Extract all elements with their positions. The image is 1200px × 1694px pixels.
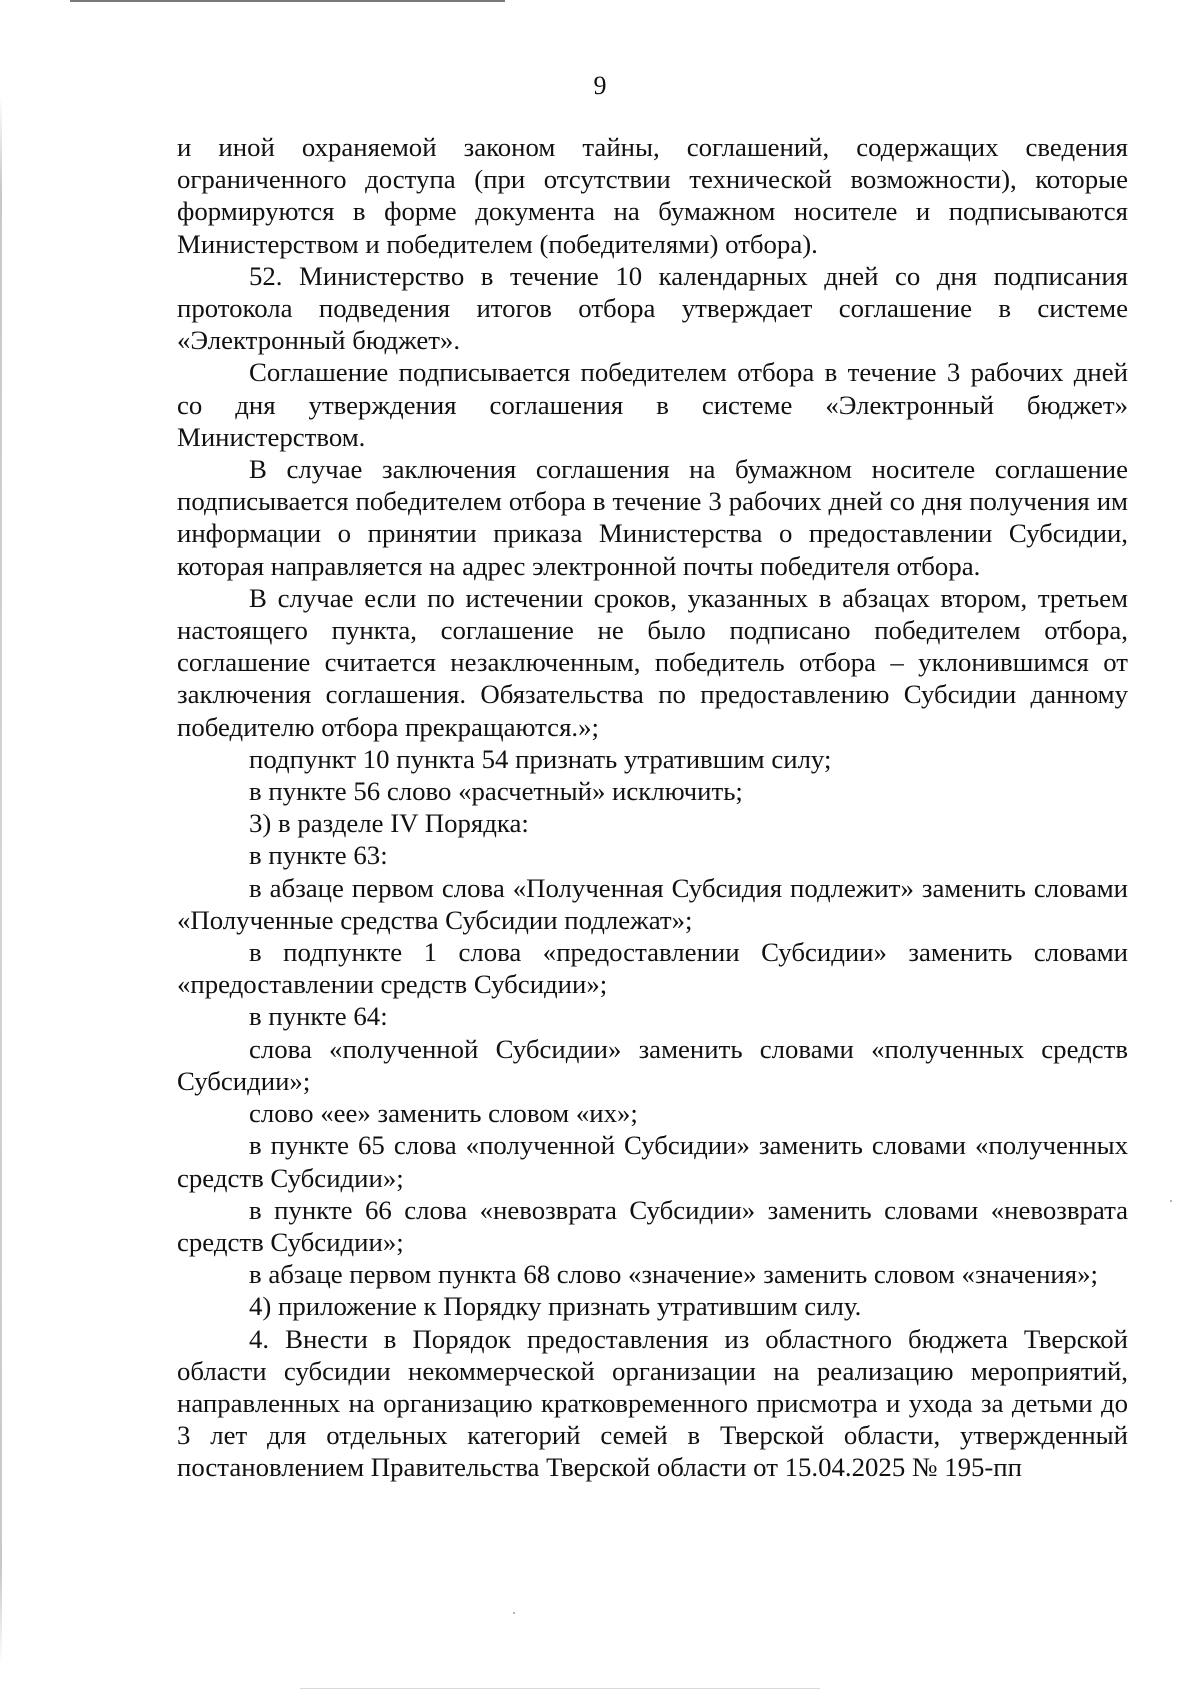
document-body (177, 131, 1128, 1484)
scan-speck (513, 1612, 515, 1614)
paragraph: в подпункте 1 слова «предоставлении Субсидии» заменить словами «предоставлении средств Субсидии»; (177, 937, 1128, 1000)
paragraph: слова «полученной Субсидии» заменить словами «полученных средств Субсидии»; (177, 1033, 1128, 1096)
paragraph: в пункте 56 слово «расчетный» исключить; (249, 776, 743, 807)
paragraph: 4. Внести в Порядок предоставления из областного бюджета Тверской области субсидии некоммерческой организации на реализацию мероприятий, направленных на организацию кратковременного присмотра и ухода за детьми до 3 лет для отдельных категорий семей в Тверской области, утвержденный постановлением Правительства Тверской области от 15.04.2025 № 195-пп (177, 1323, 1128, 1483)
paragraph: 4) приложение к Порядку признать утратившим силу. (249, 1291, 862, 1322)
paragraph: в пункте 64: (249, 1001, 388, 1032)
paragraph: и иной охраняемой законом тайны, соглашений, содержащих сведения ограниченного доступа (при отсутствии технической возможности), которые формируются в форме документа на бумажном носителе и подписываются Министерством и победителем (победителями) отбора). (177, 132, 1128, 259)
paragraph: в абзаце первом пункта 68 слово «значение» заменить словом «значения»; (249, 1259, 1098, 1290)
scan-edge-bottom (300, 1688, 820, 1689)
paragraph: в пункте 66 слова «невозврата Субсидии» заменить словами «невозврата средств Субсидии»; (177, 1194, 1128, 1257)
paragraph: 3) в разделе IV Порядка: (249, 808, 529, 839)
paragraph: В случае если по истечении сроков, указанных в абзацах втором, третьем настоящего пункта, соглашение не было подписано победителем отбора, соглашение считается незаключенным, победитель отбора – уклонившимся от заключения соглашения. Обязательства по предоставлению Субсидии данному победителю отбора прекращаются.»; (177, 582, 1128, 742)
scan-edge-left (0, 95, 2, 1665)
paragraph: в абзаце первом слова «Полученная Субсидия подлежит» заменить словами «Полученные средства Субсидии подлежат»; (177, 872, 1128, 935)
scan-speck (1170, 1200, 1172, 1202)
scan-edge-top (70, 0, 505, 2)
paragraph: в пункте 63: (249, 840, 388, 871)
page-number: 9 (593, 71, 607, 100)
paragraph: слово «ее» заменить словом «их»; (249, 1098, 638, 1129)
paragraph: в пункте 65 слова «полученной Субсидии» заменить словами «полученных средств Субсидии»; (177, 1130, 1128, 1193)
paragraph: В случае заключения соглашения на бумажном носителе соглашение подписывается победителем отбора в течение 3 рабочих дней со дня получения им информации о принятии приказа Министерства о предоставлении Субсидии, которая направляется на адрес электронной почты победителя отбора. (177, 454, 1128, 581)
paragraph: 52. Министерство в течение 10 календарных дней со дня подписания протокола подведения итогов отбора утверждает соглашение в системе «Электронный бюджет». (177, 260, 1128, 356)
paragraph: подпункт 10 пункта 54 признать утратившим силу; (249, 743, 832, 774)
paragraph: Соглашение подписывается победителем отбора в течение 3 рабочих дней со дня утверждения соглашения в системе «Электронный бюджет» Министерством. (177, 357, 1128, 452)
